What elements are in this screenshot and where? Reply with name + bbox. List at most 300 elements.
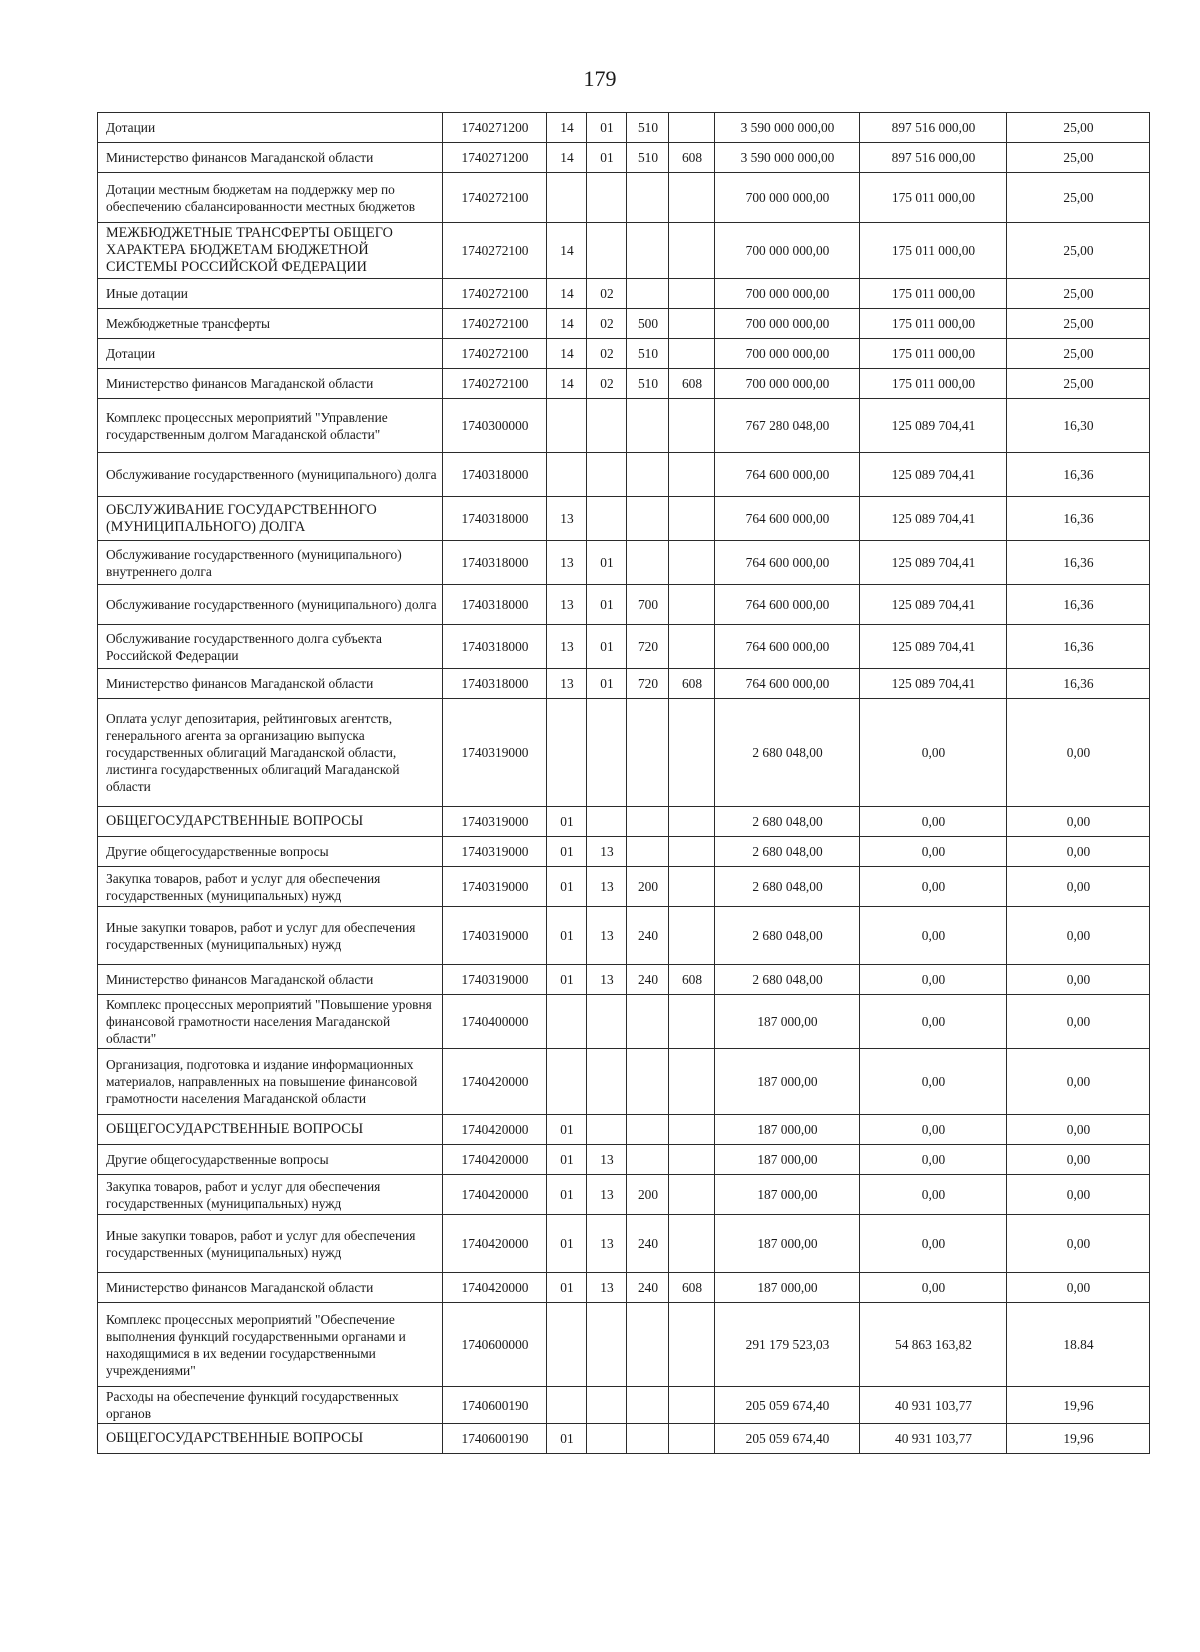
- target-code-cell: 1740272100: [443, 339, 547, 369]
- row-name-cell: Другие общегосударственные вопросы: [98, 837, 443, 867]
- row-name-cell: МЕЖБЮДЖЕТНЫЕ ТРАНСФЕРТЫ ОБЩЕГО ХАРАКТЕРА БЮДЖЕТАМ БЮДЖЕТНОЙ СИСТЕМЫ РОССИЙСКОЙ ФЕДЕРАЦИИ: [98, 223, 443, 279]
- expense-type-cell: [627, 699, 669, 807]
- administrator-cell: [669, 837, 715, 867]
- subsection-cell: 01: [587, 625, 627, 669]
- row-name-cell: ОБЩЕГОСУДАРСТВЕННЫЕ ВОПРОСЫ: [98, 1424, 443, 1454]
- planned-amount-cell: 764 600 000,00: [715, 669, 860, 699]
- section-cell: [547, 699, 587, 807]
- row-name-cell: Иные закупки товаров, работ и услуг для обеспечения государственных (муниципальных) нужд: [98, 1215, 443, 1273]
- administrator-cell: [669, 699, 715, 807]
- administrator-cell: [669, 1145, 715, 1175]
- planned-amount-cell: 700 000 000,00: [715, 369, 860, 399]
- planned-amount-cell: 700 000 000,00: [715, 223, 860, 279]
- expense-type-cell: [627, 223, 669, 279]
- expense-type-cell: [627, 1049, 669, 1115]
- execution-percent-cell: 25,00: [1007, 369, 1150, 399]
- expense-type-cell: 200: [627, 867, 669, 907]
- target-code-cell: 1740318000: [443, 497, 547, 541]
- executed-amount-cell: 0,00: [860, 907, 1007, 965]
- expense-type-cell: 510: [627, 113, 669, 143]
- planned-amount-cell: 700 000 000,00: [715, 309, 860, 339]
- table-row: [98, 1115, 1150, 1145]
- expense-type-cell: 240: [627, 965, 669, 995]
- row-name-cell: Обслуживание государственного (муниципального) долга: [98, 453, 443, 497]
- table-row: [98, 143, 1150, 173]
- execution-percent-cell: 0,00: [1007, 1049, 1150, 1115]
- subsection-cell: [587, 807, 627, 837]
- subsection-cell: [587, 223, 627, 279]
- execution-percent-cell: 0,00: [1007, 1115, 1150, 1145]
- administrator-cell: [669, 173, 715, 223]
- target-code-cell: 1740318000: [443, 585, 547, 625]
- target-code-cell: 1740272100: [443, 309, 547, 339]
- subsection-cell: [587, 995, 627, 1049]
- section-cell: [547, 453, 587, 497]
- row-name-cell: Закупка товаров, работ и услуг для обеспечения государственных (муниципальных) нужд: [98, 1175, 443, 1215]
- expense-type-cell: [627, 399, 669, 453]
- section-cell: 01: [547, 1424, 587, 1454]
- planned-amount-cell: 2 680 048,00: [715, 837, 860, 867]
- execution-percent-cell: 25,00: [1007, 173, 1150, 223]
- target-code-cell: 1740300000: [443, 399, 547, 453]
- execution-percent-cell: 0,00: [1007, 1215, 1150, 1273]
- planned-amount-cell: 764 600 000,00: [715, 497, 860, 541]
- execution-percent-cell: 0,00: [1007, 907, 1150, 965]
- row-name-cell: Закупка товаров, работ и услуг для обеспечения государственных (муниципальных) нужд: [98, 867, 443, 907]
- execution-percent-cell: 16,36: [1007, 453, 1150, 497]
- planned-amount-cell: 700 000 000,00: [715, 279, 860, 309]
- row-name-cell: Расходы на обеспечение функций государственных органов: [98, 1387, 443, 1424]
- execution-percent-cell: 0,00: [1007, 867, 1150, 907]
- expense-type-cell: 510: [627, 339, 669, 369]
- target-code-cell: 1740600000: [443, 1303, 547, 1387]
- executed-amount-cell: 0,00: [860, 995, 1007, 1049]
- subsection-cell: [587, 399, 627, 453]
- administrator-cell: [669, 497, 715, 541]
- subsection-cell: 13: [587, 1145, 627, 1175]
- planned-amount-cell: 3 590 000 000,00: [715, 143, 860, 173]
- execution-percent-cell: 25,00: [1007, 309, 1150, 339]
- administrator-cell: [669, 995, 715, 1049]
- table-row: [98, 497, 1150, 541]
- expense-type-cell: [627, 173, 669, 223]
- administrator-cell: [669, 339, 715, 369]
- execution-percent-cell: 0,00: [1007, 837, 1150, 867]
- section-cell: 14: [547, 223, 587, 279]
- execution-percent-cell: 16,36: [1007, 497, 1150, 541]
- administrator-cell: 608: [669, 1273, 715, 1303]
- execution-percent-cell: 0,00: [1007, 995, 1150, 1049]
- subsection-cell: 02: [587, 279, 627, 309]
- administrator-cell: [669, 585, 715, 625]
- execution-percent-cell: 25,00: [1007, 279, 1150, 309]
- section-cell: 01: [547, 1115, 587, 1145]
- table-row: [98, 585, 1150, 625]
- row-name-cell: Комплекс процессных мероприятий "Повышение уровня финансовой грамотности населения Магаданской области": [98, 995, 443, 1049]
- target-code-cell: 1740318000: [443, 541, 547, 585]
- table-row: [98, 399, 1150, 453]
- executed-amount-cell: 125 089 704,41: [860, 585, 1007, 625]
- table-row: [98, 837, 1150, 867]
- expense-type-cell: 240: [627, 1273, 669, 1303]
- budget-expenditure-table: [97, 112, 1150, 1454]
- target-code-cell: 1740420000: [443, 1115, 547, 1145]
- row-name-cell: Комплекс процессных мероприятий "Управление государственным долгом Магаданской области": [98, 399, 443, 453]
- planned-amount-cell: 764 600 000,00: [715, 625, 860, 669]
- target-code-cell: 1740272100: [443, 223, 547, 279]
- target-code-cell: 1740600190: [443, 1424, 547, 1454]
- table-row: [98, 1424, 1150, 1454]
- table-row: [98, 1303, 1150, 1387]
- execution-percent-cell: 16,36: [1007, 625, 1150, 669]
- administrator-cell: 608: [669, 143, 715, 173]
- table-row: [98, 173, 1150, 223]
- subsection-cell: 02: [587, 309, 627, 339]
- executed-amount-cell: 125 089 704,41: [860, 399, 1007, 453]
- administrator-cell: [669, 113, 715, 143]
- row-name-cell: ОБЩЕГОСУДАРСТВЕННЫЕ ВОПРОСЫ: [98, 807, 443, 837]
- section-cell: 01: [547, 867, 587, 907]
- executed-amount-cell: 0,00: [860, 1175, 1007, 1215]
- target-code-cell: 1740318000: [443, 669, 547, 699]
- expense-type-cell: [627, 1115, 669, 1145]
- target-code-cell: 1740420000: [443, 1049, 547, 1115]
- administrator-cell: [669, 1424, 715, 1454]
- section-cell: [547, 173, 587, 223]
- table-row: [98, 867, 1150, 907]
- execution-percent-cell: 0,00: [1007, 1175, 1150, 1215]
- section-cell: 13: [547, 541, 587, 585]
- administrator-cell: [669, 309, 715, 339]
- row-name-cell: Иные закупки товаров, работ и услуг для обеспечения государственных (муниципальных) нужд: [98, 907, 443, 965]
- section-cell: 14: [547, 143, 587, 173]
- expense-type-cell: 500: [627, 309, 669, 339]
- administrator-cell: [669, 625, 715, 669]
- target-code-cell: 1740600190: [443, 1387, 547, 1424]
- table-row: [98, 807, 1150, 837]
- target-code-cell: 1740272100: [443, 279, 547, 309]
- row-name-cell: Обслуживание государственного (муниципального) долга: [98, 585, 443, 625]
- section-cell: 14: [547, 309, 587, 339]
- executed-amount-cell: 0,00: [860, 1145, 1007, 1175]
- section-cell: [547, 1387, 587, 1424]
- expense-type-cell: 720: [627, 669, 669, 699]
- administrator-cell: [669, 453, 715, 497]
- subsection-cell: 01: [587, 541, 627, 585]
- section-cell: [547, 399, 587, 453]
- executed-amount-cell: 0,00: [860, 965, 1007, 995]
- expense-type-cell: [627, 1303, 669, 1387]
- table-row: [98, 965, 1150, 995]
- row-name-cell: Министерство финансов Магаданской области: [98, 369, 443, 399]
- target-code-cell: 1740319000: [443, 965, 547, 995]
- administrator-cell: [669, 279, 715, 309]
- subsection-cell: 13: [587, 1273, 627, 1303]
- section-cell: 14: [547, 279, 587, 309]
- execution-percent-cell: 25,00: [1007, 143, 1150, 173]
- expense-type-cell: 700: [627, 585, 669, 625]
- row-name-cell: Оплата услуг депозитария, рейтинговых агентств, генерального агента за организацию выпуска государственных облигаций Магаданской области, листинга государственных облигаций Магаданской области: [98, 699, 443, 807]
- subsection-cell: 01: [587, 113, 627, 143]
- subsection-cell: 02: [587, 369, 627, 399]
- row-name-cell: Обслуживание государственного долга субъекта Российской Федерации: [98, 625, 443, 669]
- section-cell: 14: [547, 369, 587, 399]
- executed-amount-cell: 0,00: [860, 807, 1007, 837]
- table-row: [98, 541, 1150, 585]
- planned-amount-cell: 187 000,00: [715, 995, 860, 1049]
- target-code-cell: 1740272100: [443, 173, 547, 223]
- target-code-cell: 1740420000: [443, 1215, 547, 1273]
- expense-type-cell: 200: [627, 1175, 669, 1215]
- subsection-cell: [587, 1115, 627, 1145]
- execution-percent-cell: 0,00: [1007, 965, 1150, 995]
- executed-amount-cell: 125 089 704,41: [860, 453, 1007, 497]
- subsection-cell: 13: [587, 837, 627, 867]
- target-code-cell: 1740319000: [443, 807, 547, 837]
- execution-percent-cell: 0,00: [1007, 807, 1150, 837]
- table-row: [98, 223, 1150, 279]
- table-row: [98, 1145, 1150, 1175]
- administrator-cell: [669, 1115, 715, 1145]
- section-cell: 13: [547, 625, 587, 669]
- section-cell: 13: [547, 585, 587, 625]
- table-row: [98, 1215, 1150, 1273]
- administrator-cell: [669, 223, 715, 279]
- expense-type-cell: [627, 837, 669, 867]
- execution-percent-cell: 25,00: [1007, 113, 1150, 143]
- expense-type-cell: 510: [627, 143, 669, 173]
- expense-type-cell: 240: [627, 1215, 669, 1273]
- administrator-cell: [669, 907, 715, 965]
- executed-amount-cell: 175 011 000,00: [860, 309, 1007, 339]
- table-row: [98, 1387, 1150, 1424]
- table-row: [98, 113, 1150, 143]
- section-cell: [547, 1049, 587, 1115]
- table-row: [98, 907, 1150, 965]
- row-name-cell: Межбюджетные трансферты: [98, 309, 443, 339]
- subsection-cell: [587, 699, 627, 807]
- execution-percent-cell: 19,96: [1007, 1424, 1150, 1454]
- execution-percent-cell: 25,00: [1007, 223, 1150, 279]
- planned-amount-cell: 3 590 000 000,00: [715, 113, 860, 143]
- executed-amount-cell: 0,00: [860, 699, 1007, 807]
- administrator-cell: [669, 1175, 715, 1215]
- section-cell: 01: [547, 965, 587, 995]
- table-row: [98, 339, 1150, 369]
- table-row: [98, 1049, 1150, 1115]
- administrator-cell: [669, 541, 715, 585]
- table-row: [98, 1175, 1150, 1215]
- section-cell: 13: [547, 497, 587, 541]
- target-code-cell: 1740319000: [443, 837, 547, 867]
- executed-amount-cell: 125 089 704,41: [860, 497, 1007, 541]
- execution-percent-cell: 16,36: [1007, 585, 1150, 625]
- subsection-cell: [587, 497, 627, 541]
- table-row: [98, 1273, 1150, 1303]
- subsection-cell: 02: [587, 339, 627, 369]
- section-cell: 13: [547, 669, 587, 699]
- executed-amount-cell: 125 089 704,41: [860, 669, 1007, 699]
- subsection-cell: [587, 1387, 627, 1424]
- planned-amount-cell: 187 000,00: [715, 1273, 860, 1303]
- subsection-cell: [587, 1049, 627, 1115]
- subsection-cell: [587, 453, 627, 497]
- row-name-cell: Министерство финансов Магаданской области: [98, 965, 443, 995]
- subsection-cell: [587, 1424, 627, 1454]
- row-name-cell: Дотации: [98, 113, 443, 143]
- section-cell: [547, 1303, 587, 1387]
- planned-amount-cell: 764 600 000,00: [715, 585, 860, 625]
- planned-amount-cell: 2 680 048,00: [715, 807, 860, 837]
- target-code-cell: 1740400000: [443, 995, 547, 1049]
- row-name-cell: Другие общегосударственные вопросы: [98, 1145, 443, 1175]
- executed-amount-cell: 125 089 704,41: [860, 541, 1007, 585]
- planned-amount-cell: 187 000,00: [715, 1215, 860, 1273]
- expense-type-cell: [627, 807, 669, 837]
- administrator-cell: 608: [669, 965, 715, 995]
- subsection-cell: 01: [587, 143, 627, 173]
- page-number: 179: [583, 66, 617, 91]
- expense-type-cell: [627, 1424, 669, 1454]
- planned-amount-cell: 291 179 523,03: [715, 1303, 860, 1387]
- execution-percent-cell: 16,36: [1007, 541, 1150, 585]
- expense-type-cell: [627, 1145, 669, 1175]
- planned-amount-cell: 187 000,00: [715, 1049, 860, 1115]
- planned-amount-cell: 187 000,00: [715, 1175, 860, 1215]
- planned-amount-cell: 187 000,00: [715, 1145, 860, 1175]
- row-name-cell: Обслуживание государственного (муниципального) внутреннего долга: [98, 541, 443, 585]
- expense-type-cell: [627, 453, 669, 497]
- executed-amount-cell: 0,00: [860, 1049, 1007, 1115]
- row-name-cell: Министерство финансов Магаданской области: [98, 669, 443, 699]
- row-name-cell: Министерство финансов Магаданской области: [98, 1273, 443, 1303]
- planned-amount-cell: 764 600 000,00: [715, 453, 860, 497]
- section-cell: 01: [547, 837, 587, 867]
- section-cell: 14: [547, 113, 587, 143]
- expense-type-cell: 510: [627, 369, 669, 399]
- execution-percent-cell: 0,00: [1007, 1273, 1150, 1303]
- table-row: [98, 699, 1150, 807]
- target-code-cell: 1740420000: [443, 1273, 547, 1303]
- administrator-cell: [669, 867, 715, 907]
- executed-amount-cell: 0,00: [860, 1273, 1007, 1303]
- expense-type-cell: 240: [627, 907, 669, 965]
- target-code-cell: 1740420000: [443, 1175, 547, 1215]
- section-cell: 01: [547, 1273, 587, 1303]
- planned-amount-cell: 2 680 048,00: [715, 907, 860, 965]
- subsection-cell: 01: [587, 585, 627, 625]
- subsection-cell: 13: [587, 965, 627, 995]
- target-code-cell: 1740271200: [443, 143, 547, 173]
- expense-type-cell: 720: [627, 625, 669, 669]
- row-name-cell: Иные дотации: [98, 279, 443, 309]
- row-name-cell: Комплекс процессных мероприятий "Обеспечение выполнения функций государственными органами и находящимися в их ведении государственными учреждениями": [98, 1303, 443, 1387]
- expense-type-cell: [627, 1387, 669, 1424]
- target-code-cell: 1740319000: [443, 867, 547, 907]
- target-code-cell: 1740318000: [443, 625, 547, 669]
- section-cell: 01: [547, 907, 587, 965]
- table-row: [98, 369, 1150, 399]
- subsection-cell: 13: [587, 867, 627, 907]
- target-code-cell: 1740319000: [443, 699, 547, 807]
- target-code-cell: 1740271200: [443, 113, 547, 143]
- administrator-cell: [669, 1215, 715, 1273]
- executed-amount-cell: 125 089 704,41: [860, 625, 1007, 669]
- executed-amount-cell: 0,00: [860, 837, 1007, 867]
- subsection-cell: 01: [587, 669, 627, 699]
- row-name-cell: Министерство финансов Магаданской области: [98, 143, 443, 173]
- administrator-cell: [669, 807, 715, 837]
- target-code-cell: 1740318000: [443, 453, 547, 497]
- planned-amount-cell: 205 059 674,40: [715, 1424, 860, 1454]
- executed-amount-cell: 175 011 000,00: [860, 369, 1007, 399]
- row-name-cell: Организация, подготовка и издание информационных материалов, направленных на повышение финансовой грамотности населения Магаданской области: [98, 1049, 443, 1115]
- table-row: [98, 669, 1150, 699]
- planned-amount-cell: 2 680 048,00: [715, 965, 860, 995]
- planned-amount-cell: 700 000 000,00: [715, 173, 860, 223]
- execution-percent-cell: 25,00: [1007, 339, 1150, 369]
- execution-percent-cell: 0,00: [1007, 699, 1150, 807]
- planned-amount-cell: 187 000,00: [715, 1115, 860, 1145]
- planned-amount-cell: 767 280 048,00: [715, 399, 860, 453]
- subsection-cell: 13: [587, 907, 627, 965]
- administrator-cell: [669, 1387, 715, 1424]
- row-name-cell: ОБЩЕГОСУДАРСТВЕННЫЕ ВОПРОСЫ: [98, 1115, 443, 1145]
- row-name-cell: ОБСЛУЖИВАНИЕ ГОСУДАРСТВЕННОГО (МУНИЦИПАЛЬНОГО) ДОЛГА: [98, 497, 443, 541]
- execution-percent-cell: 16,36: [1007, 669, 1150, 699]
- subsection-cell: 13: [587, 1175, 627, 1215]
- planned-amount-cell: 2 680 048,00: [715, 699, 860, 807]
- expense-type-cell: [627, 279, 669, 309]
- table-row: [98, 309, 1150, 339]
- executed-amount-cell: 0,00: [860, 1115, 1007, 1145]
- expense-type-cell: [627, 497, 669, 541]
- expense-type-cell: [627, 541, 669, 585]
- executed-amount-cell: 175 011 000,00: [860, 279, 1007, 309]
- executed-amount-cell: 40 931 103,77: [860, 1424, 1007, 1454]
- target-code-cell: 1740319000: [443, 907, 547, 965]
- administrator-cell: [669, 399, 715, 453]
- executed-amount-cell: 0,00: [860, 1215, 1007, 1273]
- execution-percent-cell: 16,30: [1007, 399, 1150, 453]
- table-row: [98, 279, 1150, 309]
- planned-amount-cell: 764 600 000,00: [715, 541, 860, 585]
- administrator-cell: 608: [669, 669, 715, 699]
- table-row: [98, 995, 1150, 1049]
- executed-amount-cell: 175 011 000,00: [860, 223, 1007, 279]
- expense-type-cell: [627, 995, 669, 1049]
- executed-amount-cell: 897 516 000,00: [860, 113, 1007, 143]
- subsection-cell: [587, 173, 627, 223]
- section-cell: 14: [547, 339, 587, 369]
- execution-percent-cell: 0,00: [1007, 1145, 1150, 1175]
- executed-amount-cell: 40 931 103,77: [860, 1387, 1007, 1424]
- row-name-cell: Дотации местным бюджетам на поддержку мер по обеспечению сбалансированности местных бюджетов: [98, 173, 443, 223]
- planned-amount-cell: 700 000 000,00: [715, 339, 860, 369]
- section-cell: 01: [547, 1215, 587, 1273]
- planned-amount-cell: 205 059 674,40: [715, 1387, 860, 1424]
- planned-amount-cell: 2 680 048,00: [715, 867, 860, 907]
- table-row: [98, 625, 1150, 669]
- execution-percent-cell: 18.84: [1007, 1303, 1150, 1387]
- subsection-cell: 13: [587, 1215, 627, 1273]
- section-cell: [547, 995, 587, 1049]
- target-code-cell: 1740420000: [443, 1145, 547, 1175]
- section-cell: 01: [547, 807, 587, 837]
- executed-amount-cell: 175 011 000,00: [860, 339, 1007, 369]
- executed-amount-cell: 175 011 000,00: [860, 173, 1007, 223]
- executed-amount-cell: 897 516 000,00: [860, 143, 1007, 173]
